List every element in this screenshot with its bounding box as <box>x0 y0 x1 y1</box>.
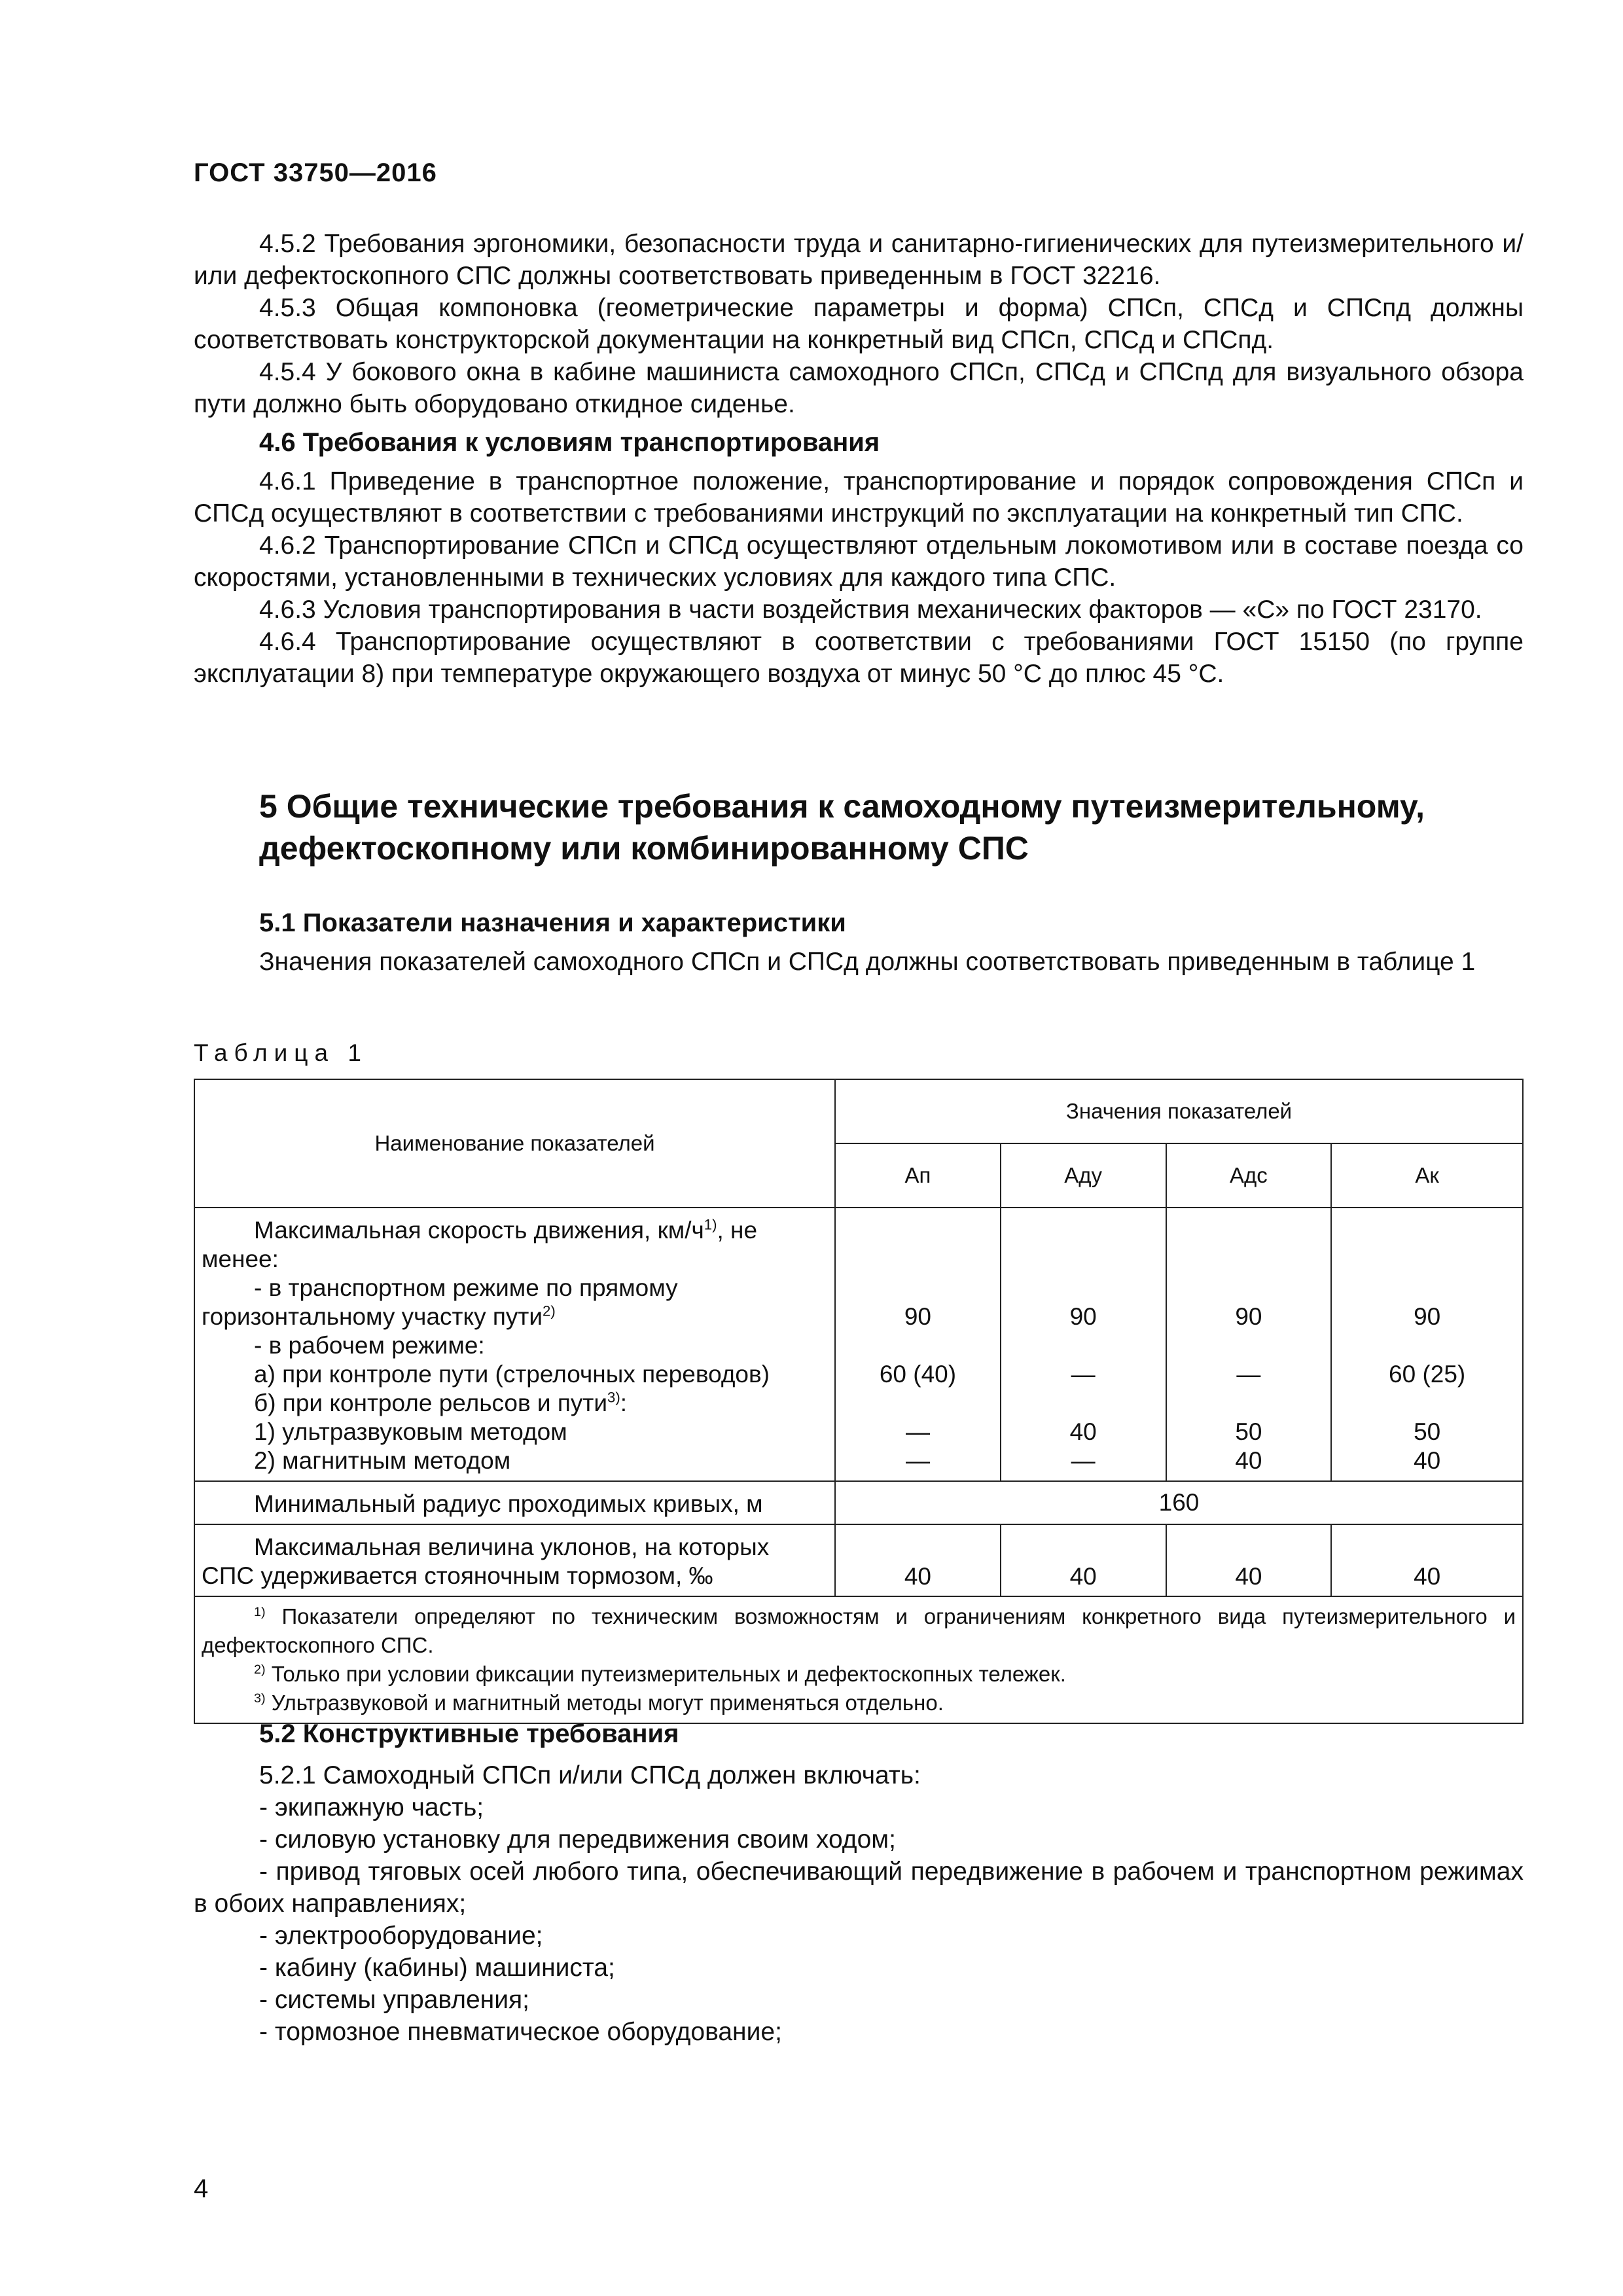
cell-line: Максимальная скорость движения, $км/ч^{1)}$, не менее: <box>202 1216 758 1272</box>
table-footnotes-row <box>194 1596 1523 1723</box>
page-number: 4 <box>194 2174 209 2203</box>
column-header: Ак <box>1331 1143 1523 1208</box>
col-adu-values: 90 — 40 — <box>1001 1208 1166 1481</box>
table-header-row <box>194 1079 1523 1143</box>
section-5-2 <box>194 1718 1524 2048</box>
paragraph: 4.5.4 У бокового окна в кабине машиниста самоходного СПСп, СПСд и СПСпд для визуального обзора пути должно быть оборудовано откидное сиденье. <box>194 358 1524 418</box>
paragraph: 4.6.3 Условия транспортирования в части воздействия механических факторов — «С» по ГОСТ 23170. <box>259 596 1482 624</box>
list-item: - привод тяговых осей любого типа, обеспечивающий передвижение в рабочем и транспортном режимах в обоих направлениях; <box>194 1857 1524 1918</box>
list-item: - экипажную часть; <box>259 1793 484 1821</box>
document-header: ГОСТ 33750—2016 <box>194 158 437 187</box>
table-cell: 40 <box>1001 1524 1166 1596</box>
table-row <box>194 1524 1523 1596</box>
column-header: Аду <box>1001 1143 1166 1208</box>
subsection-heading: 4.6 Требования к условиям транспортирования <box>259 428 880 457</box>
table-label: Таблица 1 <box>194 1039 368 1066</box>
table-footnotes <box>194 1596 1523 1723</box>
footnote: $^{1)}$ Показатели определяют по техническим возможностям и ограничениям конкретного вида путеизмерительного и дефектоскопного СПС. <box>202 1604 1516 1657</box>
list-item: - кабину (кабины) машиниста; <box>259 1954 615 1982</box>
paragraph: Значения показателей самоходного СПСп и СПСд должны соответствовать приведенным в таблице 1 <box>259 948 1476 976</box>
cell-line: - в рабочем режиме: <box>254 1332 485 1359</box>
col-ak-values: 90 60 (25) 50 40 <box>1331 1208 1523 1481</box>
column-header-name: Наименование показателей <box>194 1079 835 1208</box>
cell-line: 1) ультразвуковым методом <box>254 1418 567 1445</box>
paragraph: 4.5.3 Общая компоновка (геометрические параметры и форма) СПСп, СПСд и СПСпд должны соответствовать конструкторской документации на конкретный вид СПСп, СПСд и СПСпд. <box>194 294 1524 354</box>
table-row <box>194 1208 1523 1481</box>
subsection-heading: 5.1 Показатели назначения и характеристики <box>259 908 846 937</box>
section-5 <box>194 785 1524 978</box>
table-cell: 40 <box>1166 1524 1332 1596</box>
cell-line: - в транспортном режиме по прямому горизонтальному участку пути$^{2)}$ <box>202 1274 678 1330</box>
section-4-text <box>194 228 1524 690</box>
cell-radius: 160 <box>835 1481 1523 1524</box>
row-name-speed <box>194 1208 835 1481</box>
list-item: - тормозное пневматическое оборудование; <box>259 2018 782 2046</box>
table-row <box>194 1481 1523 1524</box>
list-item: - системы управления; <box>259 1986 529 2014</box>
footnote: $^{2)}$ Только при условии фиксации путеизмерительных и дефектоскопных тележек. <box>254 1662 1066 1686</box>
table-cell: 40 <box>1331 1524 1523 1596</box>
table-1 <box>194 1079 1524 1724</box>
list-item: - силовую установку для передвижения своим ходом; <box>259 1825 896 1854</box>
list-item: - электрооборудование; <box>259 1922 543 1950</box>
section-heading: 5 Общие технические требования к самоходному путеизмерительному, дефектоскопному или комбинированному СПС <box>259 788 1425 867</box>
col-ap-values: 90 60 (40) — — <box>835 1208 1001 1481</box>
column-header: Ап <box>835 1143 1001 1208</box>
cell-line: а) при контроле пути (стрелочных переводов) <box>254 1361 770 1388</box>
cell-line: б) при контроле рельсов и пути$^{3)}$: <box>254 1389 628 1416</box>
column-header: Адс <box>1166 1143 1332 1208</box>
paragraph: 4.6.2 Транспортирование СПСп и СПСд осуществляют отдельным локомотивом или в составе поезда со скоростями, установленными в технических условиях для каждого типа СПС. <box>194 531 1524 592</box>
column-header-values: Значения показателей <box>835 1079 1523 1143</box>
paragraph: 4.6.1 Приведение в транспортное положение, транспортирование и порядок сопровождения СПСп и СПСд осуществляют в соответствии с требованиями инструкций по эксплуатации на конкретный тип СПС. <box>194 467 1524 528</box>
footnote: $^{3)}$ Ультразвуковой и магнитный методы могут применяться отдельно. <box>254 1691 944 1715</box>
row-name-radius: Минимальный радиус проходимых кривых, м <box>194 1481 835 1524</box>
paragraph: 5.2.1 Самоходный СПСп и/или СПСд должен включать: <box>259 1761 921 1789</box>
col-ads-values: 90 — 50 40 <box>1166 1208 1332 1481</box>
subsection-heading: 5.2 Конструктивные требования <box>259 1719 679 1748</box>
row-name-slope: Максимальная величина уклонов, на которых СПС удерживается стояночным тормозом, ‰ <box>194 1524 835 1596</box>
cell-line: 2) магнитным методом <box>254 1447 511 1474</box>
paragraph: 4.5.2 Требования эргономики, безопасности труда и санитарно-гигиенических для путеизмерительного и/или дефектоскопного СПС должны соответствовать приведенным в ГОСТ 32216. <box>194 230 1524 290</box>
paragraph: 4.6.4 Транспортирование осуществляют в соответствии с требованиями ГОСТ 15150 (по группе эксплуатации 8) при температуре окружающего воздуха от минус 50 °С до плюс 45 °С. <box>194 628 1524 688</box>
table-cell: 40 <box>835 1524 1001 1596</box>
